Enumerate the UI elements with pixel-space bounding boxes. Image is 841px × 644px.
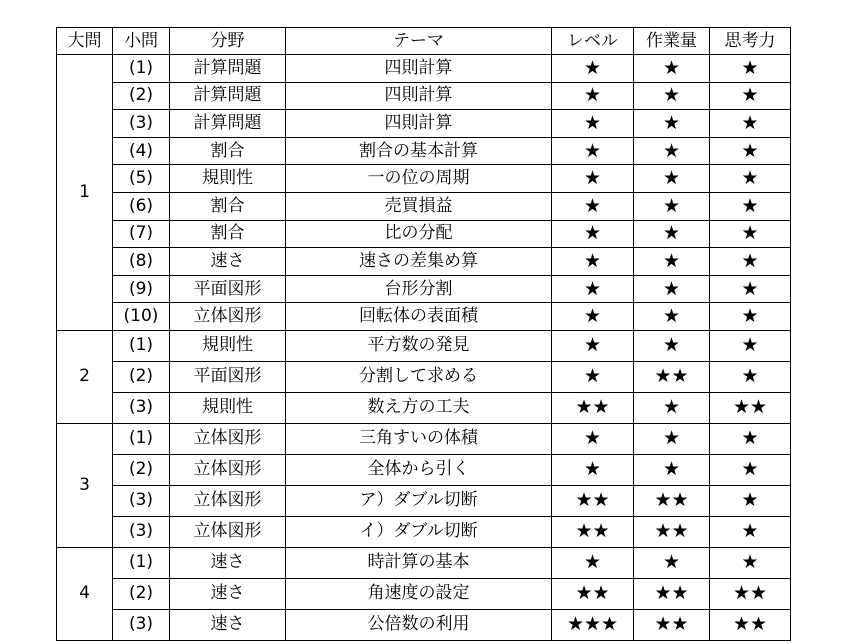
shoumon-cell: (3) [113,516,170,547]
workload-rating: ★ [634,110,710,138]
theme-cell: 比の分配 [286,220,552,248]
thinking-rating: ★ [710,110,791,138]
level-rating: ★★★ [552,609,634,640]
header-thinking: 思考力 [710,28,791,55]
theme-cell: 四則計算 [286,55,552,83]
field-cell: 立体図形 [170,303,286,331]
level-rating: ★★ [552,392,634,423]
workload-rating: ★ [634,547,710,578]
table-row [57,578,791,609]
workload-rating: ★ [634,423,710,454]
daimon-cell: 2 [57,330,113,423]
table-row [57,485,791,516]
thinking-rating: ★ [710,192,791,220]
thinking-rating: ★ [710,82,791,110]
level-rating: ★ [552,110,634,138]
field-cell: 平面図形 [170,275,286,303]
shoumon-cell: (2) [113,454,170,485]
workload-rating: ★ [634,165,710,193]
field-cell: 平面図形 [170,361,286,392]
table-row [57,303,791,331]
theme-cell: 四則計算 [286,110,552,138]
table-row [57,454,791,485]
workload-rating: ★★ [634,516,710,547]
workload-rating: ★ [634,137,710,165]
workload-rating: ★ [634,275,710,303]
shoumon-cell: (6) [113,192,170,220]
thinking-rating: ★★ [710,609,791,640]
theme-cell: ア）ダブル切断 [286,485,552,516]
table-row [57,275,791,303]
field-cell: 計算問題 [170,82,286,110]
theme-cell: 割合の基本計算 [286,137,552,165]
shoumon-cell: (5) [113,165,170,193]
table-body [57,55,791,641]
shoumon-cell: (2) [113,82,170,110]
shoumon-cell: (10) [113,303,170,331]
header-daimon: 大問 [57,28,113,55]
theme-cell: 分割して求める [286,361,552,392]
field-cell: 速さ [170,609,286,640]
level-rating: ★ [552,330,634,361]
theme-cell: 売買損益 [286,192,552,220]
field-cell: 割合 [170,137,286,165]
level-rating: ★ [552,55,634,83]
table-row [57,609,791,640]
workload-rating: ★ [634,330,710,361]
shoumon-cell: (3) [113,110,170,138]
thinking-rating: ★ [710,454,791,485]
shoumon-cell: (1) [113,330,170,361]
shoumon-cell: (4) [113,137,170,165]
thinking-rating: ★ [710,330,791,361]
daimon-cell: 3 [57,423,113,547]
level-rating: ★ [552,361,634,392]
theme-cell: 平方数の発見 [286,330,552,361]
daimon-cell: 4 [57,547,113,640]
shoumon-cell: (7) [113,220,170,248]
field-cell: 立体図形 [170,423,286,454]
workload-rating: ★ [634,248,710,276]
shoumon-cell: (2) [113,361,170,392]
thinking-rating: ★★ [710,578,791,609]
field-cell: 立体図形 [170,516,286,547]
theme-cell: 一の位の周期 [286,165,552,193]
table-row [57,55,791,83]
field-cell: 割合 [170,220,286,248]
table-row [57,192,791,220]
thinking-rating: ★ [710,165,791,193]
field-cell: 計算問題 [170,110,286,138]
field-cell: 立体図形 [170,454,286,485]
field-cell: 割合 [170,192,286,220]
level-rating: ★★ [552,516,634,547]
header-level: レベル [552,28,634,55]
shoumon-cell: (3) [113,609,170,640]
theme-cell: 四則計算 [286,82,552,110]
shoumon-cell: (1) [113,547,170,578]
thinking-rating: ★ [710,220,791,248]
level-rating: ★ [552,423,634,454]
level-rating: ★ [552,82,634,110]
field-cell: 速さ [170,547,286,578]
level-rating: ★ [552,165,634,193]
theme-cell: 速さの差集め算 [286,248,552,276]
workload-rating: ★★ [634,485,710,516]
level-rating: ★★ [552,578,634,609]
thinking-rating: ★ [710,303,791,331]
theme-cell: 三角すいの体積 [286,423,552,454]
theme-cell: イ）ダブル切断 [286,516,552,547]
thinking-rating: ★ [710,137,791,165]
header-shoumon: 小問 [113,28,170,55]
workload-rating: ★ [634,454,710,485]
thinking-rating: ★★ [710,392,791,423]
thinking-rating: ★ [710,361,791,392]
thinking-rating: ★ [710,55,791,83]
table-row [57,361,791,392]
header-field: 分野 [170,28,286,55]
thinking-rating: ★ [710,547,791,578]
workload-rating: ★ [634,220,710,248]
table-row [57,248,791,276]
workload-rating: ★ [634,303,710,331]
field-cell: 速さ [170,578,286,609]
table-row [57,516,791,547]
theme-cell: 台形分割 [286,275,552,303]
level-rating: ★ [552,303,634,331]
level-rating: ★★ [552,485,634,516]
table-row [57,137,791,165]
header-row [57,28,791,55]
thinking-rating: ★ [710,423,791,454]
theme-cell: 全体から引く [286,454,552,485]
field-cell: 規則性 [170,330,286,361]
level-rating: ★ [552,192,634,220]
field-cell: 速さ [170,248,286,276]
workload-rating: ★ [634,55,710,83]
header-workload: 作業量 [634,28,710,55]
table-row [57,110,791,138]
workload-rating: ★★ [634,609,710,640]
shoumon-cell: (3) [113,392,170,423]
workload-rating: ★★ [634,361,710,392]
workload-rating: ★ [634,192,710,220]
field-cell: 計算問題 [170,55,286,83]
level-rating: ★ [552,275,634,303]
thinking-rating: ★ [710,516,791,547]
theme-cell: 回転体の表面積 [286,303,552,331]
table-row [57,220,791,248]
theme-cell: 数え方の工夫 [286,392,552,423]
table-row [57,547,791,578]
shoumon-cell: (3) [113,485,170,516]
thinking-rating: ★ [710,275,791,303]
workload-rating: ★ [634,392,710,423]
thinking-rating: ★ [710,485,791,516]
field-cell: 規則性 [170,165,286,193]
table-row [57,330,791,361]
table-row [57,165,791,193]
problem-analysis-table [56,27,791,641]
field-cell: 立体図形 [170,485,286,516]
level-rating: ★ [552,220,634,248]
theme-cell: 角速度の設定 [286,578,552,609]
table-row [57,423,791,454]
shoumon-cell: (1) [113,55,170,83]
shoumon-cell: (9) [113,275,170,303]
table-row [57,392,791,423]
level-rating: ★ [552,248,634,276]
workload-rating: ★★ [634,578,710,609]
theme-cell: 時計算の基本 [286,547,552,578]
shoumon-cell: (1) [113,423,170,454]
shoumon-cell: (8) [113,248,170,276]
level-rating: ★ [552,547,634,578]
thinking-rating: ★ [710,248,791,276]
level-rating: ★ [552,137,634,165]
shoumon-cell: (2) [113,578,170,609]
field-cell: 規則性 [170,392,286,423]
header-theme: テーマ [286,28,552,55]
daimon-cell: 1 [57,55,113,331]
workload-rating: ★ [634,82,710,110]
level-rating: ★ [552,454,634,485]
theme-cell: 公倍数の利用 [286,609,552,640]
table-row [57,82,791,110]
